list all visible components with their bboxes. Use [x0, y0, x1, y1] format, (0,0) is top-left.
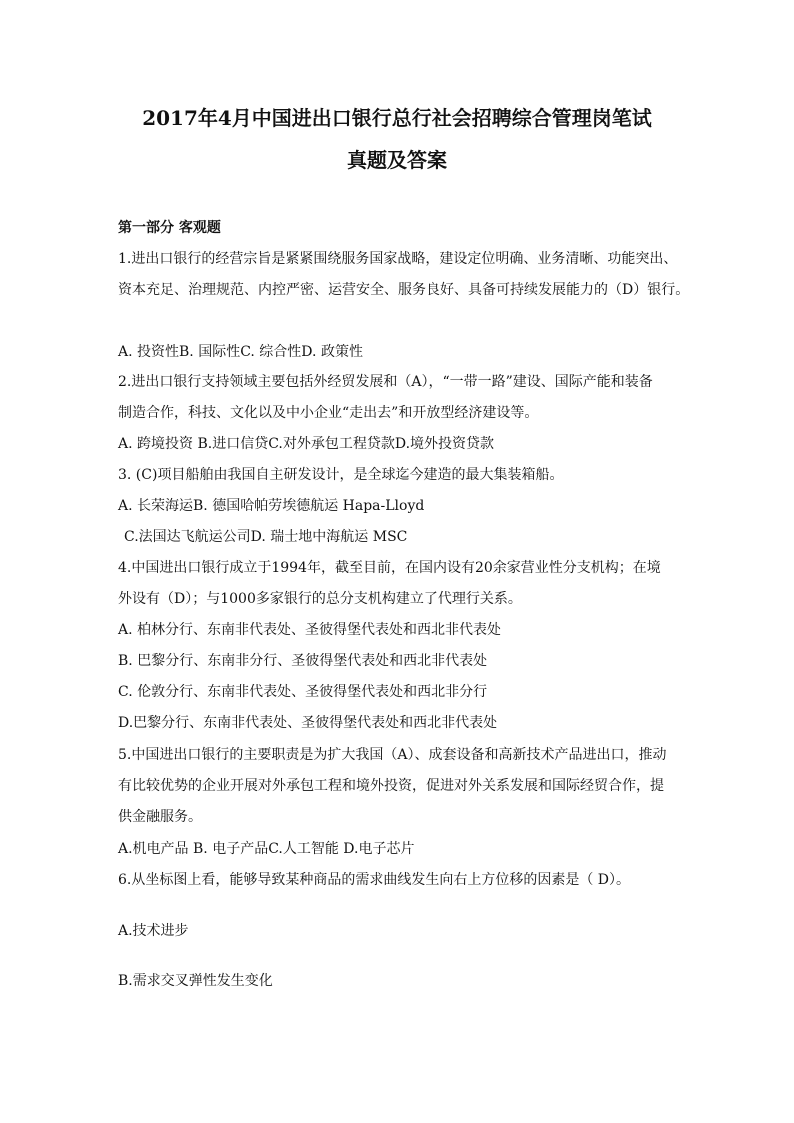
question-5-line-3: 供金融服务。	[118, 809, 202, 825]
question-4-option-d: D.巴黎分行、东南非代表处、圣彼得堡代表处和西北非代表处	[118, 715, 498, 731]
question-5-options: A.机电产品 B. 电子产品C.人工智能 D.电子芯片	[118, 841, 415, 857]
question-5-line-1: 5.中国进出口银行的主要职责是为扩大我国（A）、成套设备和高新技术产品进出口，推动	[118, 747, 667, 763]
question-3-options-2: C.法国达飞航运公司D. 瑞士地中海航运 MSC	[124, 529, 408, 545]
question-1-line-2: 资本充足、治理规范、内控严密、运营安全、服务良好、具备可持续发展能力的（D）银行。	[118, 282, 690, 298]
question-2-options: A. 跨境投资 B.进口信贷C.对外承包工程贷款D.境外投资贷款	[118, 436, 495, 452]
question-2-line-2: 制造合作，科技、文化以及中小企业“走出去”和开放型经济建设等。	[118, 405, 539, 421]
section-heading: 第一部分 客观题	[118, 220, 221, 236]
question-6-option-b: B.需求交叉弹性发生变化	[118, 973, 273, 989]
document-title-line-2: 真题及答案	[347, 148, 447, 172]
question-1-options: A. 投资性B. 国际性C. 综合性D. 政策性	[118, 344, 363, 360]
question-4-line-1: 4.中国进出口银行成立于1994年，截至目前，在国内设有20余家营业性分支机构；在境	[118, 560, 661, 576]
question-3-line-1: 3. (C)项目船舶由我国自主研发设计，是全球迄今建造的最大集装箱船。	[118, 467, 564, 483]
question-1-line-1: 1.进出口银行的经营宗旨是紧紧围绕服务国家战略，建设定位明确、业务清晰、功能突出、	[118, 251, 678, 267]
question-5-line-2: 有比较优势的企业开展对外承包工程和境外投资，促进对外关系发展和国际经贸合作，提	[118, 778, 664, 794]
question-2-line-1: 2.进出口银行支持领域主要包括外经贸发展和（A），“一带一路”建设、国际产能和装备	[118, 374, 653, 390]
question-4-option-a: A. 柏林分行、东南非代表处、圣彼得堡代表处和西北非代表处	[118, 622, 502, 638]
question-4-line-2: 外设有（D）；与1000多家银行的总分支机构建立了代理行关系。	[118, 591, 522, 607]
question-6-line-1: 6.从坐标图上看，能够导致某种商品的需求曲线发生向右上方位移的因素是（ D）。	[118, 872, 631, 888]
question-4-option-b: B. 巴黎分行、东南非分行、圣彼得堡代表处和西北非代表处	[118, 653, 488, 669]
question-3-options-1: A. 长荣海运B. 德国哈帕劳埃德航运 Hapa-Lloyd	[118, 498, 425, 514]
question-6-option-a: A.技术进步	[118, 923, 189, 939]
document-title-line-1: 2017年4月中国进出口银行总行社会招聘综合管理岗笔试	[142, 106, 652, 130]
question-4-option-c: C. 伦敦分行、东南非代表处、圣彼得堡代表处和西北非分行	[118, 684, 488, 700]
